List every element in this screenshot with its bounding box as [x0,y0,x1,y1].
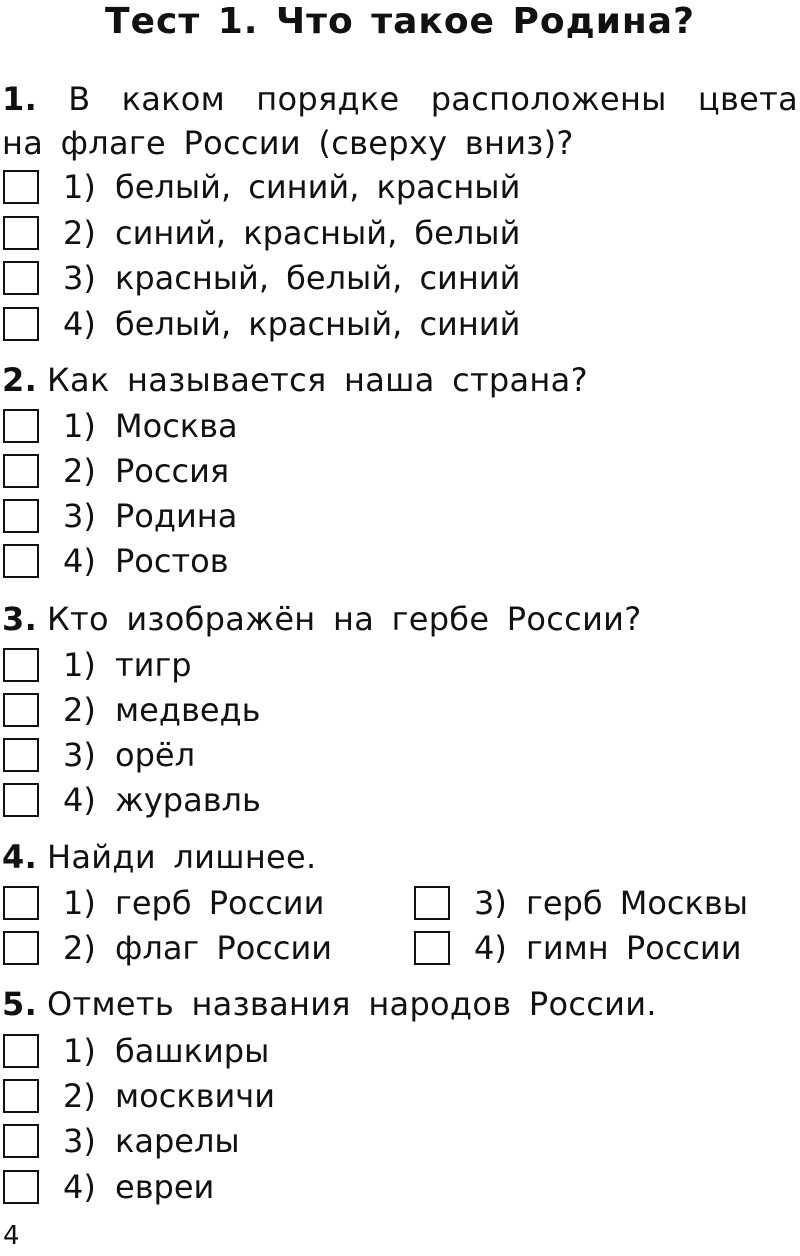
question-3-text: Кто изображён на гербе России? [47,600,642,638]
option-number: 3) [63,736,96,774]
answer-checkbox[interactable] [3,170,39,204]
option-text: журавль [115,781,261,819]
question-5-option-2[interactable] [3,1073,275,1119]
page-title: Тест 1. Что такое Родина? [105,1,695,42]
option-text: синий, красный, белый [115,214,521,252]
option-number: 4) [474,929,507,967]
answer-checkbox[interactable] [3,216,39,250]
option-number: 2) [63,214,96,252]
answer-checkbox[interactable] [3,1079,39,1113]
answer-checkbox[interactable] [3,1034,39,1068]
question-3-option-1[interactable] [3,642,192,688]
answer-checkbox[interactable] [414,886,450,920]
question-2-option-4[interactable] [3,538,229,584]
question-1-option-3[interactable] [3,255,520,301]
question-4-number: 4. [2,838,38,876]
question-1-number: 1. [2,80,38,118]
option-text: Родина [115,497,238,535]
page-number: 4 [3,1221,20,1251]
option-text: герб России [115,884,325,922]
answer-checkbox[interactable] [3,499,39,533]
option-number: 1) [63,646,96,684]
option-number: 1) [63,407,96,445]
answer-checkbox[interactable] [3,931,39,965]
option-text: Россия [115,452,230,490]
answer-checkbox[interactable] [3,1124,39,1158]
answer-checkbox[interactable] [414,931,450,965]
option-text: евреи [115,1168,215,1206]
question-1-text-line1: В каком порядке расположены цвета [68,80,798,118]
question-5-prompt [2,982,657,1026]
question-5-number: 5. [2,985,38,1023]
question-2-number: 2. [2,361,38,399]
question-4-option-1[interactable] [3,880,324,926]
answer-checkbox[interactable] [3,783,39,817]
question-1-text-line2: на флаге России (сверху вниз)? [2,124,574,162]
option-text: орёл [115,736,196,774]
answer-checkbox[interactable] [3,307,39,341]
question-2-option-1[interactable] [3,403,238,449]
question-2-text: Как называется наша страна? [47,361,588,399]
answer-checkbox[interactable] [3,886,39,920]
option-text: тигр [115,646,192,684]
answer-checkbox[interactable] [3,738,39,772]
option-text: белый, синий, красный [115,168,521,206]
answer-checkbox[interactable] [3,648,39,682]
question-4-option-4[interactable] [414,925,742,971]
option-text: Москва [115,407,238,445]
question-2-prompt [2,358,588,402]
answer-checkbox[interactable] [3,409,39,443]
option-text: Ростов [115,542,229,580]
option-number: 3) [474,884,507,922]
option-text: башкиры [115,1032,270,1070]
option-number: 4) [63,781,96,819]
option-number: 2) [63,929,96,967]
question-5-option-3[interactable] [3,1118,240,1164]
option-number: 2) [63,691,96,729]
option-text: герб Москвы [526,884,748,922]
question-5-option-4[interactable] [3,1164,214,1210]
question-4-prompt [2,835,317,879]
question-1-prompt [2,77,798,121]
question-4-option-2[interactable] [3,925,332,971]
option-number: 4) [63,305,96,343]
question-2-option-3[interactable] [3,493,237,539]
option-number: 3) [63,1122,96,1160]
question-3-prompt [2,597,642,641]
option-text: карелы [115,1122,240,1160]
question-4-text: Найди лишнее. [47,838,317,876]
option-number: 2) [63,1077,96,1115]
question-5-text: Отметь названия народов России. [47,985,657,1023]
option-text: гимн России [526,929,742,967]
question-1-option-4[interactable] [3,301,520,347]
option-text: флаг России [115,929,333,967]
answer-checkbox[interactable] [3,261,39,295]
answer-checkbox[interactable] [3,454,39,488]
question-4-option-3[interactable] [414,880,748,926]
option-text: москвичи [115,1077,275,1115]
option-number: 3) [63,259,96,297]
option-number: 1) [63,884,96,922]
option-number: 1) [63,1032,96,1070]
option-number: 2) [63,452,96,490]
question-3-number: 3. [2,600,38,638]
answer-checkbox[interactable] [3,693,39,727]
option-text: белый, красный, синий [115,305,521,343]
answer-checkbox[interactable] [3,1170,39,1204]
option-number: 1) [63,168,96,206]
option-text: красный, белый, синий [115,259,521,297]
option-number: 4) [63,1168,96,1206]
question-3-option-3[interactable] [3,732,195,778]
option-number: 3) [63,497,96,535]
answer-checkbox[interactable] [3,544,39,578]
question-5-option-1[interactable] [3,1028,269,1074]
option-text: медведь [115,691,261,729]
question-1-option-1[interactable] [3,164,520,210]
question-2-option-2[interactable] [3,448,229,494]
option-number: 4) [63,542,96,580]
question-1-option-2[interactable] [3,210,520,256]
question-3-option-4[interactable] [3,777,261,823]
question-3-option-2[interactable] [3,687,260,733]
